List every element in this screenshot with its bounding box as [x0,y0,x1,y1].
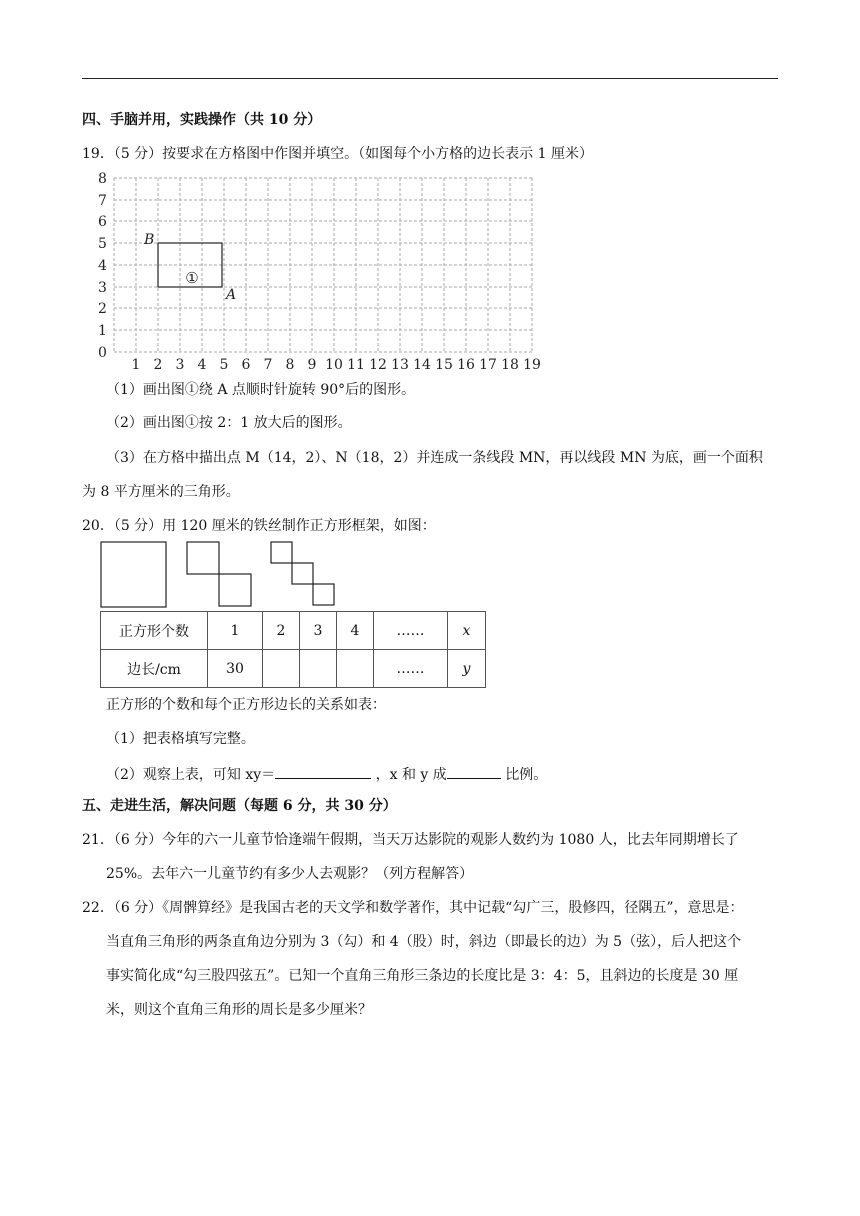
y-tick-0: 0 [98,345,107,361]
question-19-stem: 19．（5 分）按要求在方格图中作图并填空。（如图每个小方格的边长表示 1 厘米） [82,146,593,162]
q20-squares-figure [100,541,340,609]
question-21-line-1: 21．（6 分）今年的六一儿童节恰逢端午假期，当天万达影院的观影人数约为 1080 人，比去年同期增长了 [82,832,739,848]
point-b-label: B [144,232,155,248]
x-tick-2: 2 [153,357,163,373]
table-row-side [101,650,486,688]
question-19-part-2: （2）画出图①按 2：1 放大后的图形。 [106,415,352,431]
table-cell: 4 [337,612,374,650]
y-tick-7: 7 [98,193,107,209]
table-row-count [101,612,486,650]
two-squares-bottom [219,574,251,606]
y-tick-4: 4 [98,258,107,274]
table-cell: …… [374,650,448,688]
y-tick-2: 2 [98,301,107,317]
x-tick-15: 15 [435,357,453,373]
question-19-part-1: （1）画出图①绕 A 点顺时针旋转 90°后的图形。 [106,382,416,398]
x-tick-8: 8 [285,357,295,373]
question-22-line-1: 22．（6 分）《周髀算经》是我国古老的天文学和数学著作，其中记载“勾广三，股修四，径隅五”，意思是： [82,900,744,916]
question-20-part-2 [106,764,547,784]
x-tick-7: 7 [263,357,273,373]
answer-blank-xy[interactable] [275,764,371,779]
x-tick-18: 18 [501,357,519,373]
question-19-part-3-line-2: 为 8 平方厘米的三角形。 [82,484,240,500]
question-20-description: 正方形的个数和每个正方形边长的关系如表： [106,697,386,713]
x-tick-14: 14 [413,357,431,373]
table-cell: x [448,612,486,650]
answer-blank-proportion[interactable] [447,764,501,779]
table-cell: 30 [208,650,263,688]
question-20-part-1: （1）把表格填写完整。 [106,731,255,747]
grid-lines [114,178,532,352]
x-tick-10: 10 [325,357,343,373]
three-squares-top [271,542,292,563]
q20-table [100,611,486,688]
part-2-text-start: （2）观察上表，可知 xy＝ [106,767,276,783]
y-tick-1: 1 [98,323,107,339]
y-tick-6: 6 [98,214,107,230]
x-tick-16: 16 [457,357,475,373]
table-cell: 2 [263,612,300,650]
header-rule [82,78,778,79]
table-cell [300,650,337,688]
x-tick-12: 12 [369,357,387,373]
x-tick-4: 4 [197,357,207,373]
question-22-line-3: 事实简化成“勾三股四弦五”。已知一个直角三角形三条边的长度比是 3：4：5，且斜边的长度是 30 厘 [106,968,739,984]
y-tick-8: 8 [98,171,107,187]
table-cell: 1 [208,612,263,650]
part-2-text-end: 比例。 [505,767,548,783]
three-squares-middle [292,563,313,584]
x-tick-11: 11 [347,357,365,373]
question-22-line-4: 米，则这个直角三角形的周长是多少厘米？ [106,1002,372,1018]
question-22-line-2: 当直角三角形的两条直角边分别为 3（勾）和 4（股）时，斜边（即最长的边）为 5（弦），后人把这个 [106,934,742,950]
x-tick-1: 1 [131,357,141,373]
question-20-stem: 20．（5 分）用 120 厘米的铁丝制作正方形框架，如图： [82,518,436,534]
x-tick-9: 9 [307,357,317,373]
table-cell: 正方形个数 [101,612,208,650]
x-tick-13: 13 [391,357,409,373]
table-cell: …… [374,612,448,650]
x-tick-3: 3 [175,357,185,373]
table-cell: y [448,650,486,688]
point-a-label: A [226,287,237,303]
one-square [101,542,166,607]
section-4-title: 四、手脑并用，实践操作（共 10 分） [82,112,322,128]
y-tick-5: 5 [98,236,107,252]
table-cell: 3 [300,612,337,650]
table-cell [263,650,300,688]
table-cell [337,650,374,688]
shape-1-mark: ① [185,269,199,287]
x-tick-6: 6 [241,357,251,373]
y-tick-3: 3 [98,280,107,296]
table-cell: 边长/cm [101,650,208,688]
section-5-title: 五、走进生活，解决问题（每题 6 分，共 30 分） [82,798,397,814]
q19-grid-figure [92,168,544,376]
x-tick-19: 19 [523,357,541,373]
x-tick-17: 17 [479,357,497,373]
question-19-part-3-line-1: （3）在方格中描出点 M（14，2）、N（18，2）并连成一条线段 MN，再以线段 MN 为底，画一个面积 [106,450,763,466]
x-tick-5: 5 [219,357,229,373]
two-squares-top [187,542,219,574]
part-2-text-middle: ，x 和 y 成 [375,767,447,783]
question-21-line-2: 25%。去年六一儿童节约有多少人去观影？（列方程解答） [106,866,474,882]
three-squares-bottom [313,584,334,605]
